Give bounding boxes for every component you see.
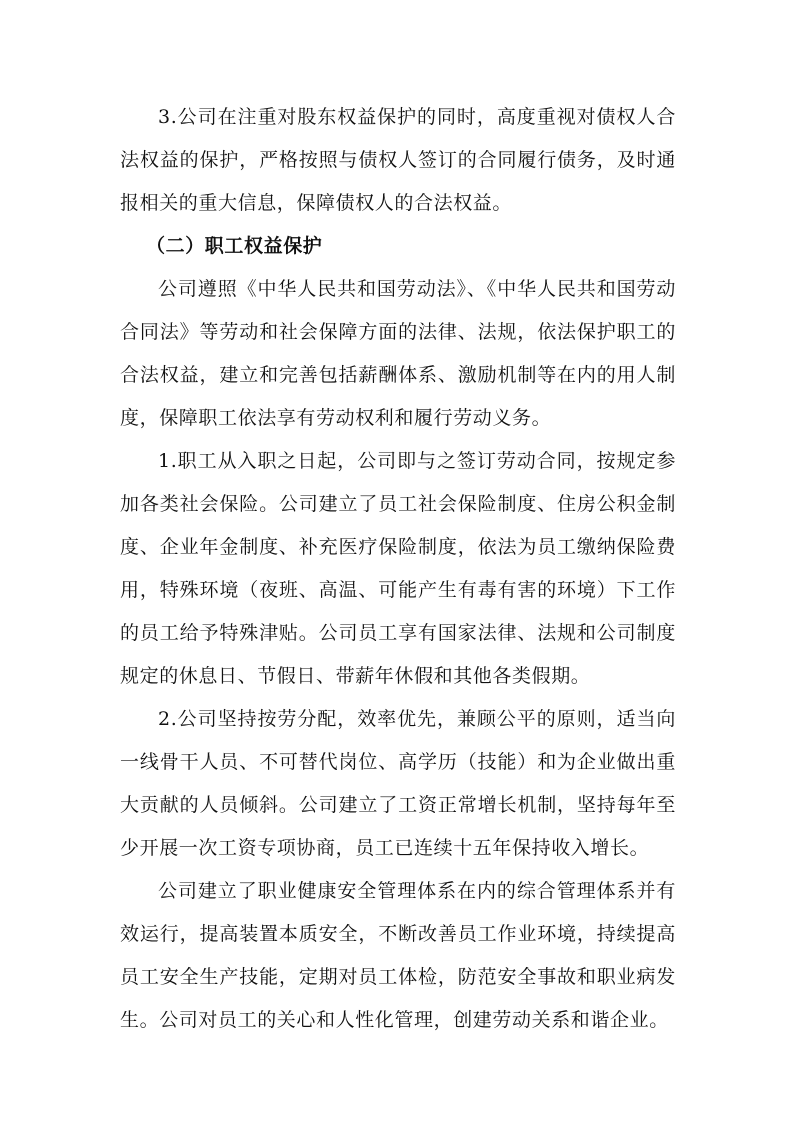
paragraph-social-insurance: 1.职工从入职之日起，公司即与之签订劳动合同，按规定参加各类社会保险。公司建立了员工社会保险制度、住房公积金制度、企业年金制度、补充医疗保险制度，依法为员工缴纳保险费用，特殊环境（夜班、高温、可能产生有毒有害的环境）下工作的员工给予特殊津贴。公司员工享有国家法律、法规和公司制度规定的休息日、节假日、带薪年休假和其他各类假期。 (120, 450, 676, 687)
document-page (120, 96, 676, 1042)
section-heading-employee-rights: （二）职工权益保护 (146, 235, 323, 257)
paragraph-distribution: 2.公司坚持按劳分配，效率优先，兼顾公平的原则，适当向一线骨干人员、不可替代岗位、高学历（技能）和为企业做出重大贡献的人员倾斜。公司建立了工资正常增长机制，坚持每年至少开展一次工资专项协商，员工已连续十五年保持收入增长。 (120, 708, 676, 859)
paragraph-creditor-rights: 3.公司在注重对股东权益保护的同时，高度重视对债权人合法权益的保护，严格按照与债权人签订的合同履行债务，及时通报相关的重大信息，保障债权人的合法权益。 (120, 106, 676, 214)
paragraph-safety-management: 公司建立了职业健康安全管理体系在内的综合管理体系并有效运行，提高装置本质安全，不断改善员工作业环境，持续提高员工安全生产技能，定期对员工体检，防范安全事故和职业病发生。公司对员工的关心和人性化管理，创建劳动关系和谐企业。 (120, 880, 676, 1031)
paragraph-labor-law: 公司遵照《中华人民共和国劳动法》、《中华人民共和国劳动合同法》等劳动和社会保障方面的法律、法规，依法保护职工的合法权益，建立和完善包括薪酬体系、激励机制等在内的用人制度，保障职工依法享有劳动权利和履行劳动义务。 (120, 278, 676, 429)
